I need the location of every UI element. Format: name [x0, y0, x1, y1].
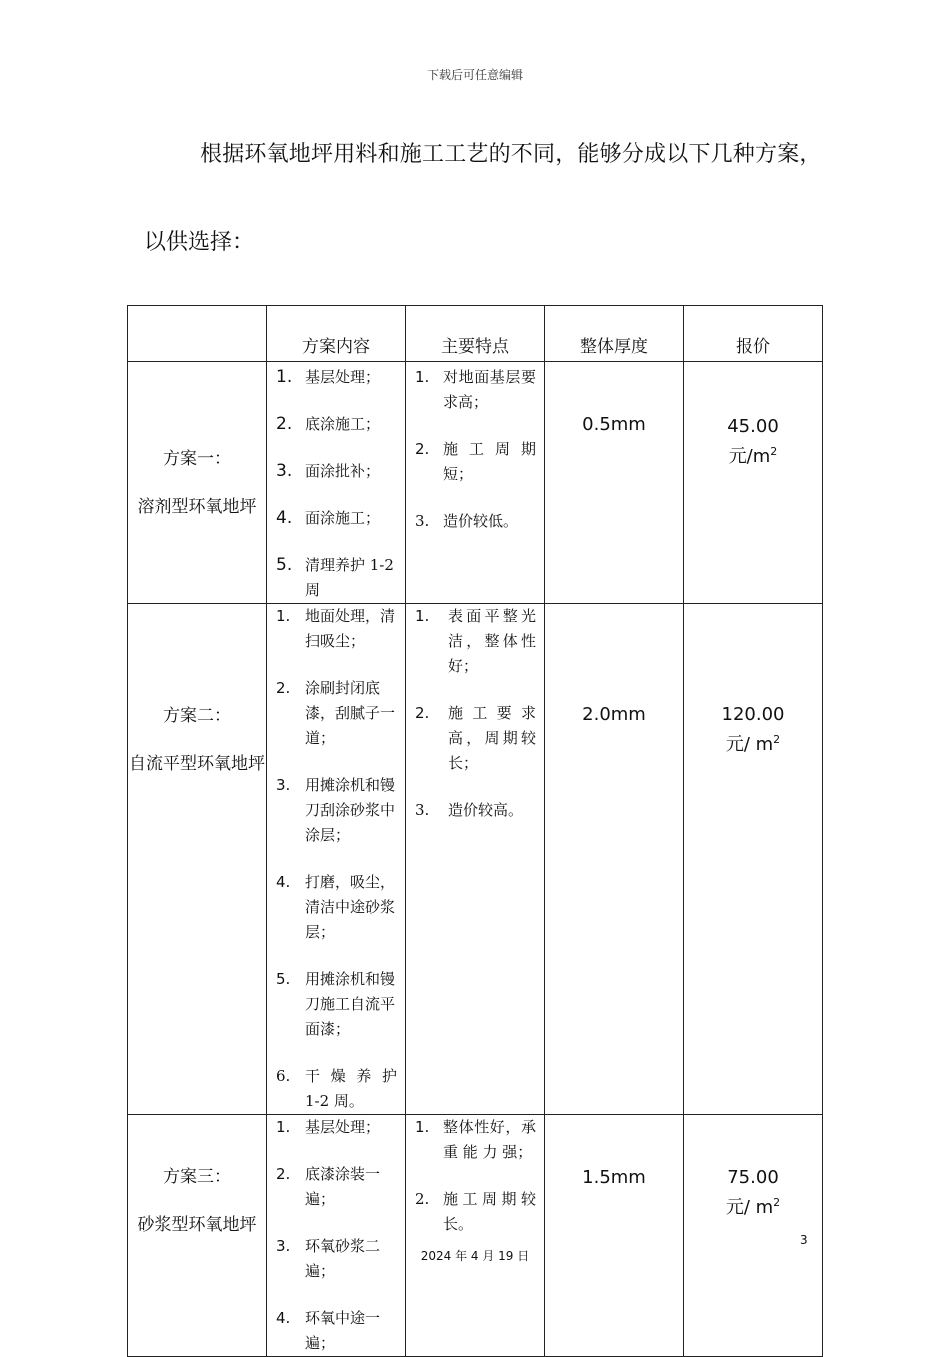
plan-thickness: 2.0mm [582, 704, 646, 725]
list-item: 1. 基层处理； [276, 367, 381, 387]
list-item: 4. 环氧中途一遍； [276, 1309, 381, 1352]
plan-features-cell [406, 604, 545, 1115]
table-row [128, 604, 823, 1115]
list-item: 5. 清理养护 1-2 周 [276, 555, 394, 599]
footer-date: 2024 年 4 月 19 日 [420, 1249, 530, 1263]
header-plan-content: 方案内容 [267, 306, 406, 362]
plan-thickness: 0.5mm [582, 414, 646, 435]
plan-name-label: 方案三： [163, 1167, 231, 1187]
plan-features-cell [406, 362, 545, 604]
plan-name-type: 砂浆型环氧地坪 [137, 1215, 257, 1235]
plan-name-label: 方案一： [163, 448, 231, 469]
list-item: 1. 基层处理； [276, 1118, 381, 1136]
plan-features-cell [406, 1115, 545, 1357]
intro-line-1: 根据环氧地坪用料和施工工艺的不同，能够分成以下几种方案， [200, 142, 822, 167]
list-item: 1. 对地面基层要求高； [415, 368, 536, 411]
list-item: 2. 底涂施工； [276, 414, 381, 434]
header-empty [128, 306, 267, 362]
plan-steps-cell [267, 604, 406, 1115]
list-item: 1. 表面平整光洁，整体性好； [415, 607, 536, 675]
plan-name-cell [128, 1115, 267, 1357]
list-item: 3. 环氧砂浆二遍； [276, 1237, 381, 1280]
page-number: 3 [800, 1233, 808, 1247]
plan-name-cell [128, 362, 267, 604]
list-item: 3. 用摊涂机和镘刀刮涂砂浆中涂层； [276, 776, 396, 844]
list-item: 4. 打磨，吸尘，清洁中途砂浆层； [276, 873, 396, 941]
intro-line-2: 以供选择： [144, 230, 255, 255]
plan-thickness: 1.5mm [582, 1167, 646, 1188]
plan-price-unit: 元/ $m^2$ [725, 733, 781, 755]
list-item: 3. 面涂批补； [276, 461, 381, 481]
list-item: 4. 面涂施工； [276, 508, 381, 528]
list-item: 2. 涂刷封闭底漆，刮腻子一道； [276, 679, 396, 747]
header-features: 主要特点 [406, 306, 545, 362]
header-thickness: 整体厚度 [545, 306, 684, 362]
table-row [128, 1115, 823, 1357]
list-item: 2. 施 工 周 期 短； [415, 440, 536, 483]
plan-name-cell [128, 604, 267, 1115]
table-row [128, 362, 823, 604]
header-price: 报价 [684, 306, 823, 362]
plan-price-cell [684, 362, 823, 604]
table-header-row [128, 306, 823, 362]
plan-thickness-cell [545, 362, 684, 604]
plan-price-unit: 元$/m^2$ [728, 445, 778, 467]
plan-table [127, 305, 823, 1357]
list-item: 2. 施工周期较长。 [415, 1190, 536, 1233]
list-item: 2. 底漆涂装一遍； [276, 1165, 381, 1208]
plan-price-value: 45.00 [727, 416, 779, 437]
plan-name-type: 自流平型环氧地坪 [129, 754, 265, 774]
plan-name-label: 方案二： [163, 706, 231, 726]
list-item: 3. 造价较高。 [415, 801, 524, 819]
plan-thickness-cell [545, 1115, 684, 1357]
plan-thickness-cell [545, 604, 684, 1115]
list-item: 2. 施 工 要 求 高，周期较长； [415, 704, 536, 772]
list-item: 5. 用摊涂机和镘刀施工自流平面漆； [276, 970, 396, 1038]
plan-price-value: 75.00 [727, 1167, 779, 1188]
list-item: 1. 地面处理，清扫吸尘； [276, 607, 396, 650]
plan-name-type: 溶剂型环氧地坪 [137, 496, 257, 517]
page-header: 下载后可任意编辑 [426, 68, 523, 82]
plan-price-value: 120.00 [721, 704, 785, 725]
plan-steps-cell [267, 1115, 406, 1357]
list-item: 3. 造价较低。 [415, 512, 519, 530]
list-item: 1. 整体性好，承 重 能 力 强； [415, 1118, 536, 1161]
plan-price-cell [684, 604, 823, 1115]
plan-steps-cell [267, 362, 406, 604]
list-item: 6. 干 燥 养 护 1-2 周。 [276, 1067, 397, 1110]
plan-price-unit: 元/ $m^2$ [725, 1196, 781, 1218]
